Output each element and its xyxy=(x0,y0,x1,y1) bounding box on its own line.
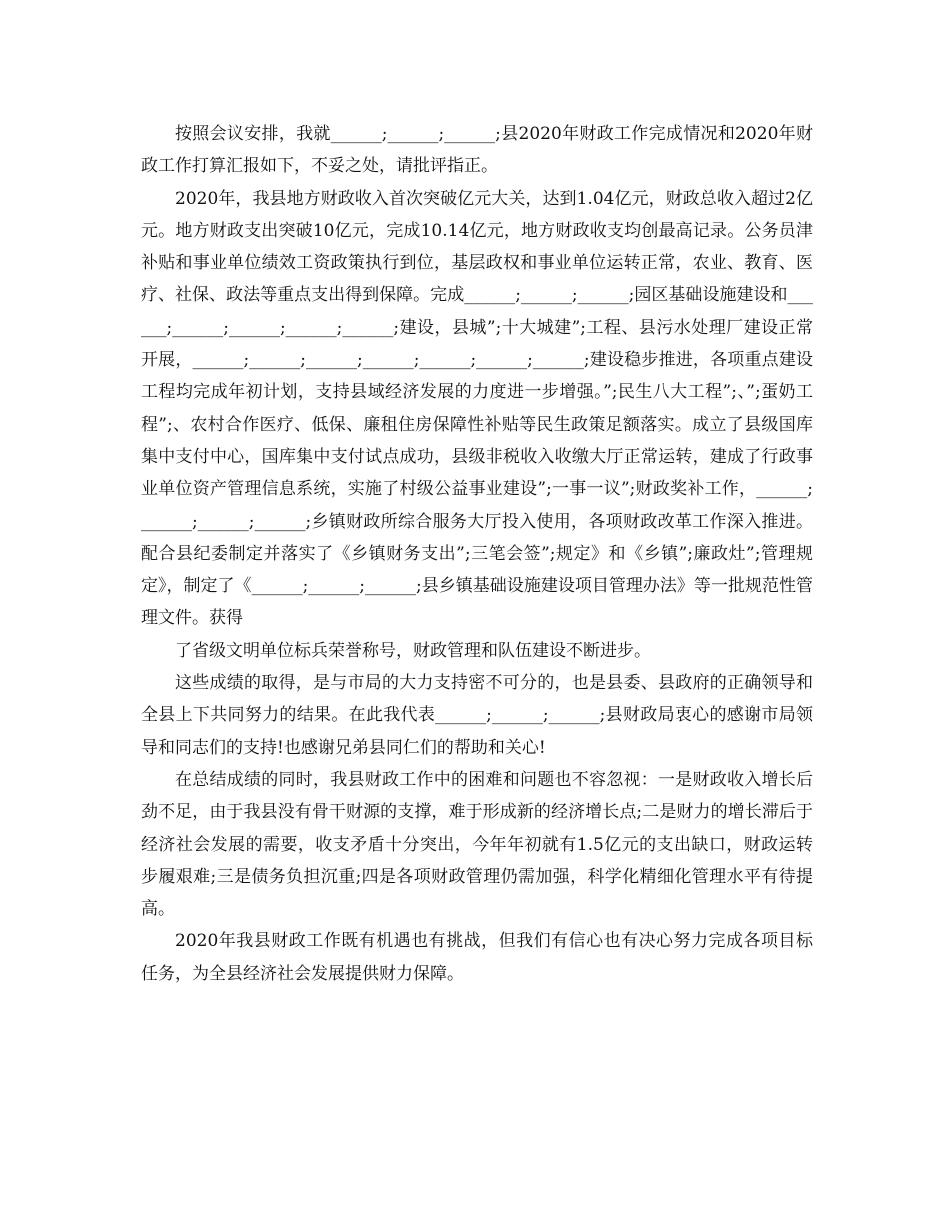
document-body xyxy=(141,118,813,990)
paragraph-problems: 在总结成绩的同时，我县财政工作中的困难和问题也不容忽视：一是财政收入增长后劲不足，由于我县没有骨干财源的支撑，难于形成新的经济增长点;二是财力的增长滞后于经济社会发展的需要，收支矛盾十分突出，今年年初就有1.5亿元的支出缺口，财政运转步履艰难;三是债务负担沉重;四是各项财政管理仍需加强，科学化精细化管理水平有待提高。 xyxy=(141,769,813,920)
paragraph-outlook: 2020年我县财政工作既有机遇也有挑战，但我们有信心也有决心努力完成各项目标任务，为全县经济社会发展提供财力保障。 xyxy=(141,931,813,984)
paragraph-intro: 按照会议安排，我就______;______;______;县2020年财政工作完成情况和2020年财政工作打算汇报如下，不妥之处，请批评指正。 xyxy=(141,124,813,177)
paragraph-thanks: 这些成绩的取得，是与市局的大力支持密不可分的，也是县委、县政府的正确领导和全县上下共同努力的结果。在此我代表______;______;______;县财政局衷心的感谢市局领导和同志们的支持!也感谢兄弟县同仁们的帮助和关心! xyxy=(141,673,813,758)
paragraph-achievements: 2020年，我县地方财政收入首次突破亿元大关，达到1.04亿元，财政总收入超过2亿元。地方财政支出突破10亿元，完成10.14亿元，地方财政收支均创最高记录。公务员津补贴和事业单位绩效工资政策执行到位，基层政权和事业单位运转正常，农业、教育、医疗、社保、政法等重点支出得到保障。完成______;______;______;园区基础设施建设和______;______;______;______;______;建设，县城”;十大城建”;工程、县污水处理厂建设正常开展，______;______;______;______;______;______;______;建设稳步推进，各项重点建设工程均完成年初计划，支持县域经济发展的力度进一步增强。”;民生八大工程”;、”;蛋奶工程”;、农村合作医疗、低保、廉租住房保障性补贴等民生政策足额落实。成立了县级国库集中支付中心，国库集中支付试点成功，县级非税收入收缴大厅正常运转，建成了行政事业单位资产管理信息系统，实施了村级公益事业建设”;一事一议”;财政奖补工作，______;______;______;______;乡镇财政所综合服务大厅投入使用，各项财政改革工作深入推进。配合县纪委制定并落实了《乡镇财务支出”;三笔会签”;规定》和《乡镇”;廉政灶”;管理规定》，制定了《______;______;______;县乡镇基础设施建设项目管理办法》等一批规范性管理文件。获得 xyxy=(141,188,813,629)
paragraph-honor: 了省级文明单位标兵荣誉称号，财政管理和队伍建设不断进步。 xyxy=(175,640,651,661)
